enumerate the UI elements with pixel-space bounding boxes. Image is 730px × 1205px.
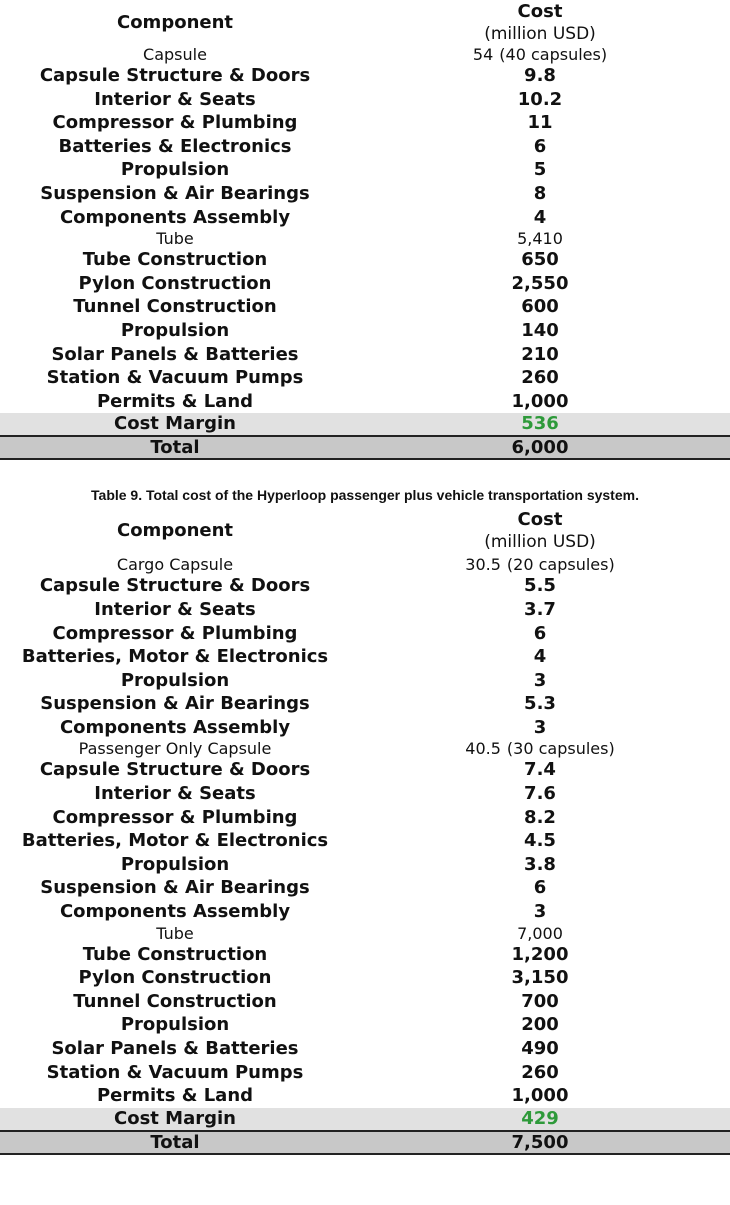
cost-value: 54 [472,45,494,64]
cost-cell [350,900,730,924]
table-row [0,272,730,296]
table-body [0,45,730,459]
table-row [0,64,730,88]
table-row [0,295,730,319]
cost-cell [350,943,730,967]
margin-row [0,413,730,436]
cost-cell [350,343,730,367]
table-row [0,829,730,853]
cost-value: 4 [533,206,547,228]
cost-value: 600 [521,296,559,318]
cost-note: (40 capsules) [499,45,608,64]
table-row [0,158,730,182]
cost-note: (30 capsules) [506,739,615,759]
cost-cell [350,806,730,830]
table-row [0,88,730,112]
cost-value: 3 [533,901,547,923]
cost-value: 3.8 [524,853,556,875]
table-row [0,758,730,782]
component-cell: Pylon Construction [78,967,272,989]
table-row [0,943,730,967]
component-cell: Station & Vacuum Pumps [46,1061,304,1083]
cost-value: 6 [533,135,547,157]
cost-value: 1,000 [511,1085,569,1107]
table-row [0,692,730,716]
cost-value: 3 [533,716,547,738]
cost-value: 1,000 [511,390,569,412]
cost-value: 8 [533,182,547,204]
table-row [0,1037,730,1061]
table-row [0,366,730,390]
cost-cell [350,669,730,693]
cost-value: 536 [521,413,559,435]
cost-cell [350,924,730,943]
cost-value: 7.6 [524,783,556,805]
cost-cell [350,88,730,112]
cost-value: 11 [527,112,553,134]
table-row [0,669,730,693]
component-cell: Tunnel Construction [73,990,277,1012]
header-cost-label: Cost [517,0,563,22]
component-cell: Suspension & Air Bearings [40,182,310,204]
cost-value: 5 [533,159,547,181]
cost-cell [350,111,730,135]
header-cost [350,0,730,45]
cost-value: 30.5 [465,555,501,575]
cost-cell [350,64,730,88]
cost-cell [350,436,730,459]
table-row [0,990,730,1014]
cost-table-1 [0,0,730,460]
component-cell: Tube Construction [82,943,268,965]
table-row [0,622,730,646]
cost-value: 4 [533,646,547,668]
cost-cell [350,1108,730,1131]
cost-value: 4.5 [524,830,556,852]
table-row [0,900,730,924]
cost-value: 140 [521,319,559,341]
cost-cell [350,739,730,758]
cost-value: 200 [521,1014,559,1036]
cost-cell [350,135,730,159]
table-row [0,135,730,159]
cost-value: 3 [533,669,547,691]
cost-cell [350,272,730,296]
component-cell: Capsule Structure & Doors [39,65,311,86]
component-cell: Propulsion [120,319,230,341]
cost-cell [350,574,730,598]
component-cell: Capsule Structure & Doors [39,575,311,597]
total-row [0,1131,730,1154]
cost-cell [350,206,730,230]
cost-cell [350,966,730,990]
header-cost-label: Cost [517,508,563,530]
cost-value: 5.5 [524,575,556,597]
cost-cell [350,390,730,414]
cost-value: 3.7 [524,598,556,620]
component-cell: Batteries, Motor & Electronics [21,830,329,852]
cost-cell [350,1013,730,1037]
cost-cell [350,555,730,574]
cost-note: (20 capsules) [506,555,615,575]
component-cell: Tube [156,923,194,943]
section-row [0,229,730,248]
component-cell: Cost Margin [0,413,350,436]
margin-row [0,1108,730,1131]
table-row [0,782,730,806]
section-row [0,555,730,574]
cost-cell [350,853,730,877]
cost-cell [350,1061,730,1085]
component-cell: Passenger Only Capsule [78,739,272,759]
cost-cell [350,598,730,622]
table-row [0,1084,730,1108]
cost-value: 7,000 [517,923,563,943]
component-cell: Interior & Seats [94,783,256,805]
component-cell: Propulsion [120,853,230,875]
cost-cell [350,1131,730,1154]
cost-cell [350,782,730,806]
table-caption: Table 9. Total cost of the Hyperloop passenger plus vehicle transportation system. [91,487,639,504]
cost-value: 5.3 [524,693,556,715]
table-row [0,598,730,622]
table-row [0,319,730,343]
header-cost-unit: (million USD) [484,531,596,552]
table-header [0,506,730,555]
cost-cell [350,248,730,272]
table-row [0,111,730,135]
cost-value: 260 [521,1061,559,1083]
cost-value: 700 [521,990,559,1012]
cost-cell [350,45,730,64]
component-cell: Interior & Seats [94,598,256,620]
component-cell: Propulsion [120,159,230,181]
cost-value: 3,150 [511,967,569,989]
total-row [0,436,730,459]
header-cost-unit: (million USD) [484,23,596,44]
component-cell: Components Assembly [59,716,291,738]
component-cell: Tunnel Construction [73,296,277,318]
cost-value: 7.4 [524,759,556,781]
cost-value: 9.8 [524,65,556,86]
component-cell: Compressor & Plumbing [52,622,298,644]
cost-cell [350,622,730,646]
cost-cell [350,158,730,182]
table-body [0,555,730,1153]
table-row [0,343,730,367]
cost-cell [350,1037,730,1061]
component-cell: Solar Panels & Batteries [51,343,299,365]
cost-cell [350,990,730,1014]
cost-value: 7,500 [511,1131,569,1153]
component-cell: Permits & Land [96,390,254,412]
cost-value: 6,000 [511,437,569,459]
cost-cell [350,829,730,853]
cost-cell [350,716,730,740]
component-cell: Total [0,436,350,459]
header-cost [350,506,730,555]
component-cell: Capsule Structure & Doors [39,759,311,781]
cost-value: 6 [533,622,547,644]
cost-value: 1,200 [511,943,569,965]
header-component: Component [116,12,234,33]
cost-value: 40.5 [465,739,501,759]
cost-cell [350,876,730,900]
component-cell: Permits & Land [96,1085,254,1107]
cost-value: 490 [521,1038,559,1059]
cost-value: 260 [521,367,559,389]
cost-value: 6 [533,877,547,899]
component-cell: Compressor & Plumbing [52,806,298,828]
cost-cell [350,366,730,390]
table-header [0,0,730,45]
component-cell: Interior & Seats [94,88,256,110]
table-row [0,1061,730,1085]
cost-value: 10.2 [517,88,563,110]
cost-value: 8.2 [524,806,556,828]
component-cell: Tube Construction [82,249,268,271]
table-row [0,876,730,900]
cost-cell [350,692,730,716]
section-row [0,924,730,943]
table-row [0,716,730,740]
component-cell: Suspension & Air Bearings [40,877,310,899]
cost-value: 5,410 [517,229,563,249]
component-cell: Suspension & Air Bearings [40,693,310,715]
component-cell: Cargo Capsule [116,555,234,575]
table-row [0,248,730,272]
component-cell: Tube [156,229,194,249]
table-row [0,182,730,206]
cost-cell [350,1084,730,1108]
component-cell: Cost Margin [0,1108,350,1131]
section-row [0,45,730,64]
component-cell: Batteries, Motor & Electronics [21,646,329,668]
cost-value: 210 [521,343,559,365]
component-cell: Components Assembly [59,206,291,228]
table-row [0,206,730,230]
table-row [0,1013,730,1037]
table-row [0,645,730,669]
component-cell: Capsule [143,45,207,64]
table-row [0,574,730,598]
cost-cell [350,182,730,206]
component-cell: Components Assembly [59,901,291,923]
cost-value: 429 [521,1107,559,1129]
component-cell: Batteries & Electronics [58,135,292,157]
section-row [0,739,730,758]
cost-cell [350,645,730,669]
component-cell: Propulsion [120,1014,230,1036]
cost-value: 650 [521,249,559,271]
table-row [0,806,730,830]
component-cell: Compressor & Plumbing [52,112,298,134]
component-cell: Pylon Construction [78,272,272,294]
header-component: Component [116,520,234,542]
cost-cell [350,295,730,319]
component-cell: Solar Panels & Batteries [51,1038,299,1059]
component-cell: Station & Vacuum Pumps [46,367,304,389]
cost-table-2 [0,506,730,1154]
table-row [0,390,730,414]
component-cell: Propulsion [120,669,230,691]
component-cell: Total [0,1131,350,1154]
cost-cell [350,413,730,436]
cost-cell [350,319,730,343]
cost-cell [350,758,730,782]
table-row [0,853,730,877]
cost-value: 2,550 [511,272,569,294]
table-row [0,966,730,990]
cost-cell [350,229,730,248]
